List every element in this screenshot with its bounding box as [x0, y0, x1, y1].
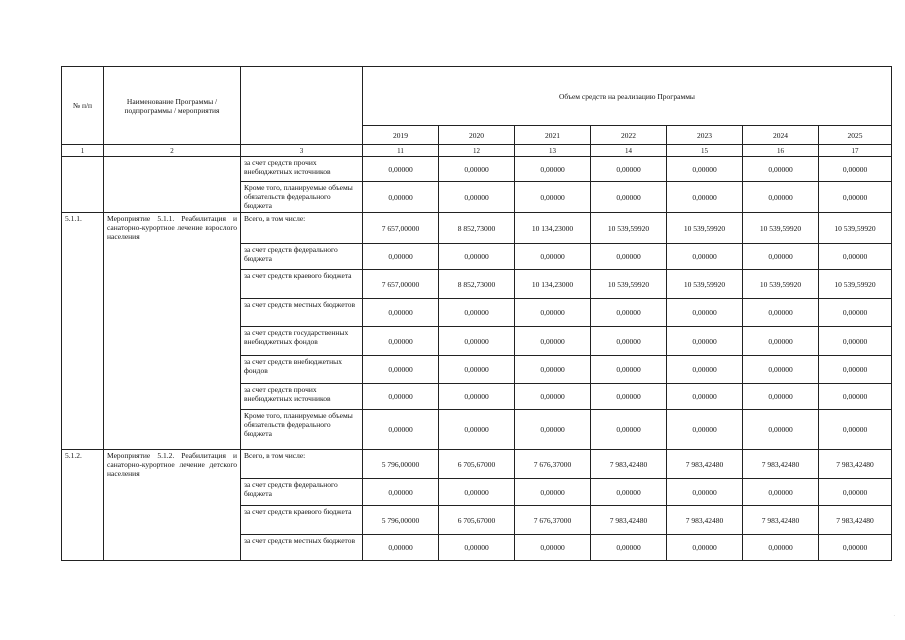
amount-cell: 0,00000: [439, 182, 515, 213]
amount-cell: 0,00000: [667, 327, 743, 356]
amount-cell: 0,00000: [591, 479, 667, 506]
funding-source: за счет средств прочих внебюджетных источников: [241, 157, 363, 182]
amount-cell: 0,00000: [515, 384, 591, 410]
item-number: [62, 157, 104, 213]
amount-cell: 0,00000: [667, 384, 743, 410]
amount-cell: 0,00000: [667, 299, 743, 327]
header-year: 2025: [819, 126, 892, 145]
amount-cell: 0,00000: [515, 327, 591, 356]
amount-cell: 0,00000: [363, 410, 439, 450]
amount-cell: 0,00000: [591, 410, 667, 450]
amount-cell: 0,00000: [515, 244, 591, 270]
amount-cell: 0,00000: [819, 410, 892, 450]
funding-source: за счет средств государственных внебюджетных фондов: [241, 327, 363, 356]
item-number: 5.1.2.: [62, 450, 104, 561]
amount-cell: 7 676,37000: [515, 506, 591, 535]
header-column-number: 17: [819, 145, 892, 157]
funding-source: за счет средств местных бюджетов: [241, 299, 363, 327]
amount-cell: 7 983,42480: [667, 450, 743, 479]
amount-cell: 0,00000: [819, 479, 892, 506]
amount-cell: 0,00000: [439, 384, 515, 410]
header-column-number: 1: [62, 145, 104, 157]
amount-cell: 0,00000: [363, 384, 439, 410]
amount-cell: 0,00000: [667, 479, 743, 506]
amount-cell: 10 539,59920: [667, 213, 743, 244]
amount-cell: 10 539,59920: [819, 213, 892, 244]
header-column-number: 11: [363, 145, 439, 157]
amount-cell: 0,00000: [591, 535, 667, 561]
amount-cell: 0,00000: [591, 356, 667, 384]
amount-cell: 0,00000: [743, 535, 819, 561]
amount-cell: 0,00000: [667, 356, 743, 384]
amount-cell: 0,00000: [515, 479, 591, 506]
table-row: [62, 157, 892, 182]
amount-cell: 0,00000: [591, 327, 667, 356]
amount-cell: 0,00000: [819, 327, 892, 356]
amount-cell: 0,00000: [363, 327, 439, 356]
amount-cell: 0,00000: [363, 535, 439, 561]
amount-cell: 0,00000: [439, 299, 515, 327]
amount-cell: 0,00000: [667, 182, 743, 213]
amount-cell: 0,00000: [439, 327, 515, 356]
amount-cell: 0,00000: [819, 182, 892, 213]
funding-source: за счет средств краевого бюджета: [241, 270, 363, 299]
header-column-number: 16: [743, 145, 819, 157]
header-year: 2024: [743, 126, 819, 145]
scan-mark: .: [893, 612, 895, 618]
amount-cell: 0,00000: [667, 157, 743, 182]
amount-cell: 0,00000: [591, 182, 667, 213]
amount-cell: 0,00000: [439, 535, 515, 561]
amount-cell: 10 539,59920: [743, 270, 819, 299]
amount-cell: 0,00000: [743, 327, 819, 356]
amount-cell: 0,00000: [439, 479, 515, 506]
amount-cell: 0,00000: [819, 157, 892, 182]
header-column-number: 13: [515, 145, 591, 157]
amount-cell: 0,00000: [515, 535, 591, 561]
amount-cell: 7 657,00000: [363, 270, 439, 299]
amount-cell: 7 983,42480: [667, 506, 743, 535]
amount-cell: 0,00000: [819, 244, 892, 270]
amount-cell: 7 983,42480: [743, 506, 819, 535]
funding-source: Кроме того, планируемые объемы обязательств федерального бюджета: [241, 410, 363, 450]
amount-cell: 5 796,00000: [363, 450, 439, 479]
funding-source: Кроме того, планируемые объемы обязательств федерального бюджета: [241, 182, 363, 213]
header-number: № п/п: [62, 67, 104, 145]
amount-cell: 0,00000: [515, 410, 591, 450]
table-row: [62, 450, 892, 479]
amount-cell: 0,00000: [439, 356, 515, 384]
amount-cell: 0,00000: [591, 157, 667, 182]
header-column-number: 2: [104, 145, 241, 157]
amount-cell: 0,00000: [363, 479, 439, 506]
amount-cell: 5 796,00000: [363, 506, 439, 535]
amount-cell: 7 983,42480: [591, 506, 667, 535]
amount-cell: 7 983,42480: [743, 450, 819, 479]
amount-cell: 0,00000: [743, 356, 819, 384]
amount-cell: 10 539,59920: [591, 213, 667, 244]
funding-source: за счет средств краевого бюджета: [241, 506, 363, 535]
item-name: Мероприятие 5.1.2. Реабилитация и санаторно-курортное лечение детского населения: [104, 450, 241, 561]
amount-cell: 7 983,42480: [591, 450, 667, 479]
table-row: [62, 213, 892, 244]
funding-source: за счет средств федерального бюджета: [241, 479, 363, 506]
funding-source: за счет средств внебюджетных фондов: [241, 356, 363, 384]
amount-cell: 6 705,67000: [439, 450, 515, 479]
amount-cell: 0,00000: [743, 410, 819, 450]
amount-cell: 0,00000: [819, 299, 892, 327]
amount-cell: 0,00000: [515, 182, 591, 213]
table-body: [62, 157, 892, 561]
amount-cell: 0,00000: [363, 356, 439, 384]
item-name: Мероприятие 5.1.1. Реабилитация и санаторно-курортное лечение взрослого населения: [104, 213, 241, 450]
header-column-numbers: [62, 145, 892, 157]
amount-cell: 8 852,73000: [439, 270, 515, 299]
header-name: Наименование Программы / подпрограммы / мероприятия: [104, 67, 241, 145]
funding-source: за счет средств федерального бюджета: [241, 244, 363, 270]
header-year: 2023: [667, 126, 743, 145]
header-source: [241, 67, 363, 145]
amount-cell: 7 657,00000: [363, 213, 439, 244]
header-year: 2022: [591, 126, 667, 145]
amount-cell: 0,00000: [363, 182, 439, 213]
header-year: 2020: [439, 126, 515, 145]
amount-cell: 0,00000: [439, 157, 515, 182]
amount-cell: 0,00000: [743, 384, 819, 410]
header-year: 2021: [515, 126, 591, 145]
amount-cell: 0,00000: [743, 479, 819, 506]
amount-cell: 0,00000: [439, 244, 515, 270]
funding-source: за счет средств местных бюджетов: [241, 535, 363, 561]
header-column-number: 3: [241, 145, 363, 157]
amount-cell: 0,00000: [819, 384, 892, 410]
amount-cell: 10 539,59920: [667, 270, 743, 299]
amount-cell: 0,00000: [515, 157, 591, 182]
amount-cell: 0,00000: [515, 299, 591, 327]
amount-cell: 0,00000: [743, 182, 819, 213]
amount-cell: 7 983,42480: [819, 506, 892, 535]
amount-cell: 0,00000: [743, 157, 819, 182]
amount-cell: 8 852,73000: [439, 213, 515, 244]
budget-table: [61, 66, 892, 561]
item-number: 5.1.1.: [62, 213, 104, 450]
table-header: [62, 67, 892, 157]
header-year: 2019: [363, 126, 439, 145]
header-volume: Объем средств на реализацию Программы: [363, 67, 892, 126]
amount-cell: 0,00000: [743, 299, 819, 327]
funding-source: Всего, в том числе:: [241, 450, 363, 479]
amount-cell: 7 983,42480: [819, 450, 892, 479]
amount-cell: 0,00000: [363, 157, 439, 182]
amount-cell: 0,00000: [515, 356, 591, 384]
header-column-number: 12: [439, 145, 515, 157]
amount-cell: 0,00000: [591, 384, 667, 410]
amount-cell: 10 539,59920: [819, 270, 892, 299]
amount-cell: 10 134,23000: [515, 213, 591, 244]
amount-cell: 0,00000: [591, 299, 667, 327]
header-column-number: 14: [591, 145, 667, 157]
amount-cell: 0,00000: [819, 535, 892, 561]
amount-cell: 0,00000: [819, 356, 892, 384]
funding-source: Всего, в том числе:: [241, 213, 363, 244]
amount-cell: 0,00000: [363, 299, 439, 327]
item-name: [104, 157, 241, 213]
amount-cell: 10 539,59920: [743, 213, 819, 244]
amount-cell: 0,00000: [667, 410, 743, 450]
amount-cell: 0,00000: [743, 244, 819, 270]
amount-cell: 0,00000: [591, 244, 667, 270]
amount-cell: 0,00000: [667, 535, 743, 561]
header-column-number: 15: [667, 145, 743, 157]
amount-cell: 10 134,23000: [515, 270, 591, 299]
amount-cell: 6 705,67000: [439, 506, 515, 535]
amount-cell: 0,00000: [439, 410, 515, 450]
amount-cell: 0,00000: [363, 244, 439, 270]
amount-cell: 7 676,37000: [515, 450, 591, 479]
funding-source: за счет средств прочих внебюджетных источников: [241, 384, 363, 410]
amount-cell: 10 539,59920: [591, 270, 667, 299]
amount-cell: 0,00000: [667, 244, 743, 270]
